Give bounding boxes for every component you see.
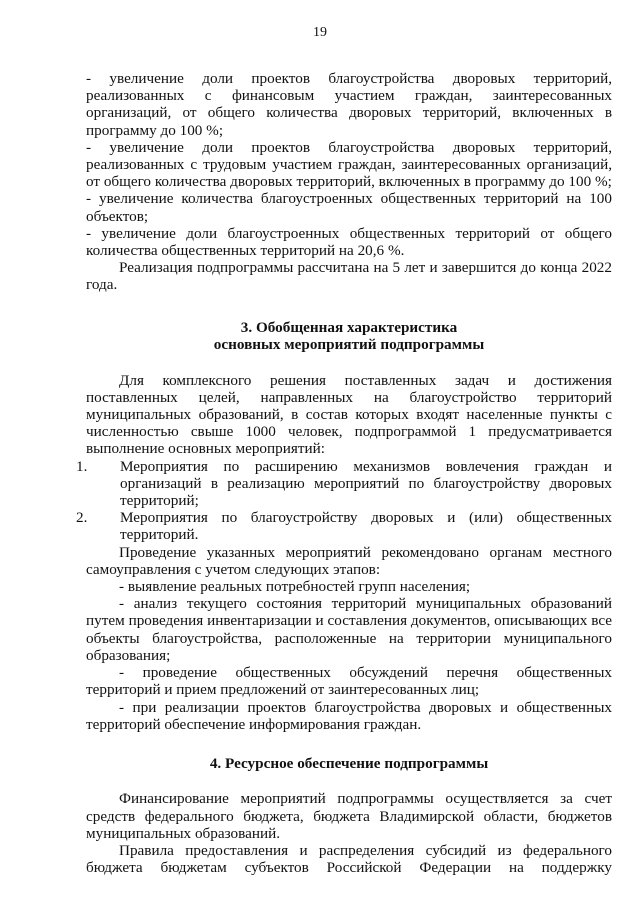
stage-item-2: - анализ текущего состояния территорий муниципальных образований путем проведения инвентаризации и составления документов, описывающих все объекты благоустройства, расположенные на территории муниципального образования;	[86, 595, 612, 664]
page-number: 19	[313, 25, 327, 40]
section-3-title-line-1: 3. Обобщенная характеристика	[240, 318, 458, 336]
goal-item-3: - увеличение количества благоустроенных общественных территорий на 100 объектов;	[86, 190, 612, 225]
stage-item-4: - при реализации проектов благоустройства дворовых и общественных территорий обеспечение информирования граждан.	[86, 698, 612, 733]
measure-text-1: Мероприятия по расширению механизмов вовлечения граждан и организаций в реализацию мероприятий по благоустройству дворовых территорий;	[120, 457, 612, 510]
section-4-heading: 4. Ресурсное обеспечение подпрограммы	[209, 754, 489, 772]
measure-text-2: Мероприятия по благоустройству дворовых и (или) общественных территорий.	[120, 509, 612, 544]
goal-item-4: - увеличение доли благоустроенных общественных территорий от общего количества общественных территорий на 20,6 %.	[86, 224, 612, 260]
realization-paragraph: Реализация подпрограммы рассчитана на 5 лет и завершится до конца 2022 года.	[86, 259, 612, 294]
funding-paragraph: Финансирование мероприятий подпрограммы осуществляется за счет средств федерального бюджета, бюджета Владимирской области, бюджетов муниципальных образований.	[86, 790, 612, 842]
stage-item-1: - выявление реальных потребностей групп населения;	[119, 578, 471, 596]
section-3-heading	[86, 319, 612, 354]
subsidy-rules-paragraph: Правила предоставления и распределения субсидий из федерального бюджета бюджетам субъектов Российской Федерации на поддержку	[86, 842, 612, 877]
measure-item-2	[76, 509, 612, 544]
stage-item-3: - проведение общественных обсуждений перечня общественных территорий и прием предложений от заинтересованных лиц;	[86, 664, 612, 699]
measure-number-2: 2.	[76, 509, 88, 527]
page-content	[76, 70, 612, 877]
goal-item-1: - увеличение доли проектов благоустройства дворовых территорий, реализованных с финансовым участием граждан, заинтересованных организаций, от общего количества дворовых территорий, включенных в программу до 100 %;	[86, 70, 612, 139]
section-3-title-line-2: основных мероприятий подпрограммы	[213, 336, 485, 354]
measure-number-1: 1.	[76, 457, 88, 475]
stages-intro: Проведение указанных мероприятий рекомендовано органам местного самоуправления с учетом следующих этапов:	[86, 543, 612, 578]
section-3-intro: Для комплексного решения поставленных задач и достижения поставленных целей, направленных на благоустройство территорий муниципальных образований, в состав которых входят населенные пункты с численностью свыше 1000 человек, подпрограммой 1 предусматривается выполнение основных мероприятий:	[86, 371, 612, 458]
goal-item-2: - увеличение доли проектов благоустройства дворовых территорий, реализованных с трудовым участием граждан, заинтересованных организаций, от общего количества дворовых территорий, включенных в программу до 100 %;	[86, 138, 612, 191]
measure-item-1	[76, 457, 612, 510]
